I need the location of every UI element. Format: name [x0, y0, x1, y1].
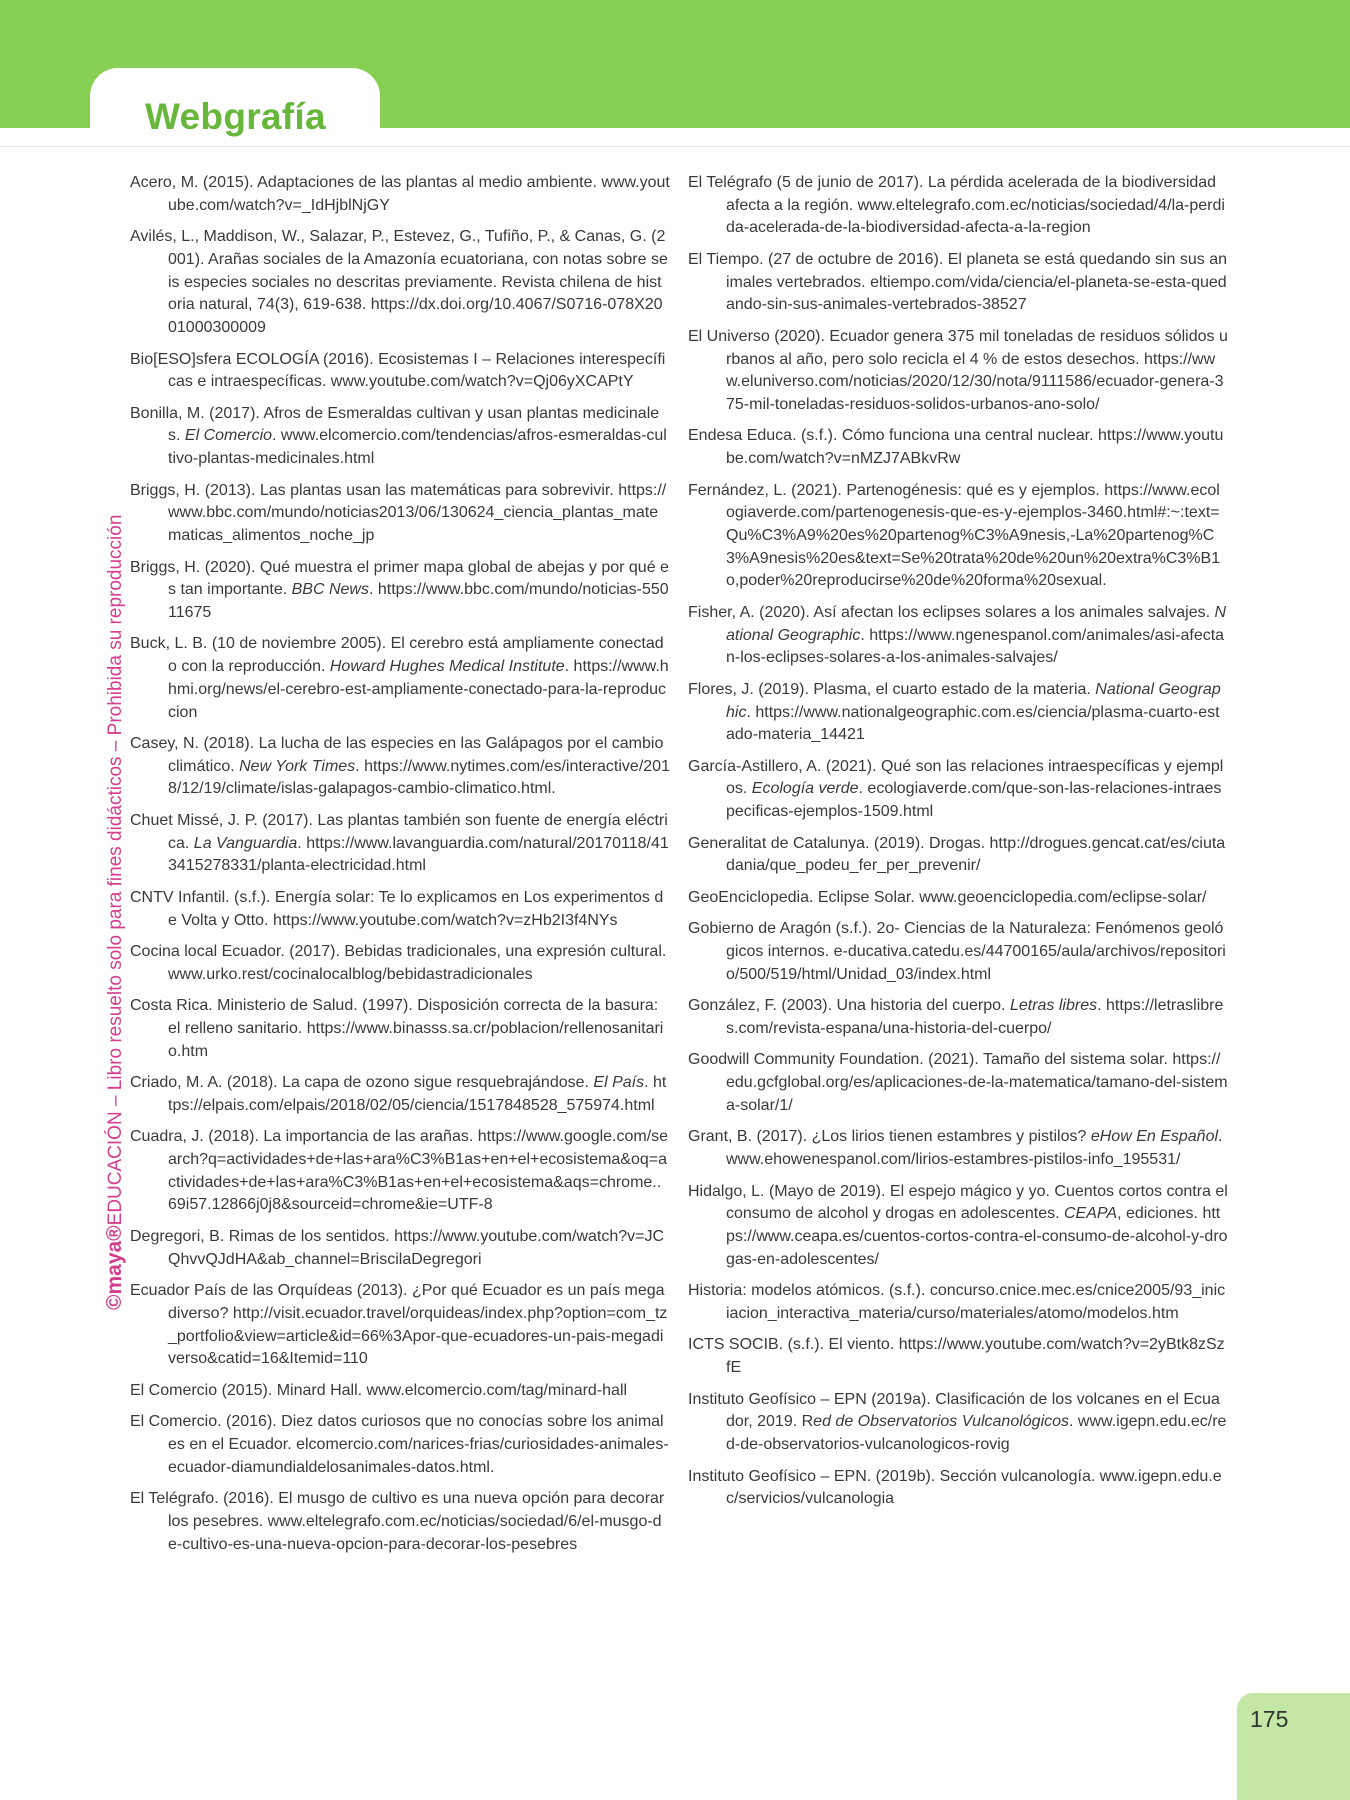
reference-text: Casey, N. (2018). La lucha de las especies en las Galápagos por el cambio climático. — [130, 735, 664, 775]
reference-text: El Telégrafo. (2016). El musgo de cultivo es una nueva opción para decorar los pesebres. www.eltelegrafo.com.ec/noticias/sociedad/6/el-musgo-de-cultivo-es-una-nueva-opcion-para-decorar-los-pesebres — [130, 1490, 665, 1553]
reference-entry — [130, 1411, 670, 1479]
reference-source: Howard Hughes Medical Institute — [329, 658, 565, 676]
reference-entry — [130, 1226, 670, 1271]
reference-entry — [688, 679, 1228, 747]
reference-text: Degregori, B. Rimas de los sentidos. https://www.youtube.com/watch?v=JCQhvvQJdHA&ab_channel=BriscilaDegregori — [130, 1227, 665, 1268]
reference-text: Acero, M. (2015). Adaptaciones de las plantas al medio ambiente. www.youtube.com/watch?v=_IdHjblNjGY — [130, 174, 670, 214]
reference-text: Avilés, L., Maddison, W., Salazar, P., Estevez, G., Tufiño, P., & Canas, G. (2001). Arañas sociales de la Amazonía ecuatoriana, con notas sobre seis especies sociales no descritas previamente. Revista chilena de historia natural, 74(3), 619-638. https://dx.doi.org/10.4067/S0716-078X2001000300009 — [130, 228, 668, 337]
reference-link: . https://www.ngenespanol.com/animales/asi-afectan-los-eclipses-solares-a-los-animales-salvajes/ — [726, 626, 1225, 667]
reference-source: New York Times — [239, 757, 356, 775]
reference-link: . https://letraslibres.com/revista-espana/una-historia-del-cuerpo/ — [726, 997, 1224, 1037]
reference-entry — [130, 557, 670, 625]
reference-entry — [688, 326, 1228, 417]
reference-text: ICTS SOCIB. (s.f.). El viento. https://www.youtube.com/watch?v=2yBtk8zSzfE — [688, 1336, 1225, 1377]
reference-text: CNTV Infantil. (s.f.). Energía solar: Te lo explicamos en Los experimentos de Volta y Otto. https://www.youtube.com/watch?v=zHb2I3f4NYs — [130, 888, 664, 929]
reference-entry — [688, 425, 1228, 470]
references-right-column — [688, 172, 1228, 1520]
reference-link: . www.igepn.edu.ec/red-de-observatorios-vulcanologicos-rovig — [726, 1413, 1227, 1453]
reference-source: National Geographic — [726, 603, 1227, 644]
reference-link: . ecologiaverde.com/que-son-las-relaciones-intraespecificas-ejemplos-1509.html — [726, 780, 1222, 821]
reference-text: Briggs, H. (2020). Qué muestra el primer mapa global de abejas y por qué es tan importante. — [130, 558, 669, 599]
reference-link: . https://www.hhmi.org/news/el-cerebro-est-ampliamente-conectado-para-la-reproduccion — [168, 658, 669, 721]
reference-link: . www.ehowenespanol.com/lirios-estambres-pistilos-info_195531/ — [726, 1128, 1223, 1169]
reference-entry — [688, 833, 1228, 878]
reference-text: El Telégrafo (5 de junio de 2017). La pérdida acelerada de la biodiversidad afecta a la región. www.eltelegrafo.com.ec/noticias/sociedad/4/la-perdida-acelerada-de-la-biodiversidad-afecta-a-la-region — [688, 174, 1225, 237]
reference-text: GeoEnciclopedia. Eclipse Solar. www.geoenciclopedia.com/eclipse-solar/ — [688, 888, 1207, 906]
reference-entry — [130, 1280, 670, 1371]
reference-entry — [130, 480, 670, 548]
reference-text: Ecuador País de las Orquídeas (2013). ¿Por qué Ecuador es un país megadiverso? http://visit.ecuador.travel/orquideas/index.php?option=com_tz_portfolio&view=article&id=66%3Apor-que-ecuadores-un-pais-megadiverso&catid=16&Itemid=110 — [130, 1282, 668, 1368]
reference-source: El Comercio — [184, 427, 273, 445]
reference-source: La Vanguardia — [193, 834, 298, 852]
reference-text: Buck, L. B. (10 de noviembre 2005). El cerebro está ampliamente conectado con la reproducción. — [130, 635, 664, 676]
reference-text: Briggs, H. (2013). Las plantas usan las matemáticas para sobrevivir. https://www.bbc.com/mundo/noticias2013/06/130624_ciencia_plantas_matematicas_alimentos_noche_jp — [130, 481, 667, 545]
maya-logo: ©maya® — [103, 1225, 126, 1310]
reference-link: . https://www.lavanguardia.com/natural/20170118/413415278331/planta-electricidad.html — [168, 834, 669, 875]
reference-source: Ecología verde — [751, 780, 859, 798]
reference-text: García-Astillero, A. (2021). Qué son las relaciones intraespecíficas y ejemplos. — [688, 757, 1224, 798]
reference-source: Letras libres — [1009, 997, 1098, 1015]
reference-text: Fisher, A. (2020). Así afectan los eclipses solares a los animales salvajes. — [688, 603, 1215, 621]
reference-entry — [688, 1280, 1228, 1325]
reference-text: Instituto Geofísico – EPN (2019a). Clasificación de los volcanes en el Ecuador, 2019. R — [688, 1390, 1220, 1431]
sidebar-copyright-text: EDUCACIÓN – Libro resuelto solo para fines didácticos – Prohibida su reproducción — [105, 514, 126, 1226]
reference-entry — [130, 1380, 670, 1403]
reference-entry — [688, 995, 1228, 1040]
reference-text: Criado, M. A. (2018). La capa de ozono sigue resquebrajándose. — [130, 1074, 594, 1092]
reference-link: . https://www.bbc.com/mundo/noticias-55011675 — [168, 581, 669, 621]
reference-entry — [688, 172, 1228, 240]
reference-entry — [130, 887, 670, 932]
reference-source: ed de Observatorios Vulcanológicos — [813, 1413, 1070, 1431]
reference-entry — [688, 887, 1228, 910]
reference-entry — [688, 1126, 1228, 1171]
reference-entry — [130, 941, 670, 986]
reference-source: BBC News — [291, 581, 369, 599]
reference-link: . https://www.nationalgeographic.com.es/ciencia/plasma-cuarto-estado-materia_14421 — [726, 703, 1220, 744]
reference-text: Hidalgo, L. (Mayo de 2019). El espejo mágico y yo. Cuentos cortos contra el consumo de alcohol y drogas en adolescentes. — [688, 1182, 1228, 1223]
page-title: Webgrafía — [145, 96, 326, 137]
reference-entry — [688, 1049, 1228, 1117]
reference-text: Fernández, L. (2021). Partenogénesis: qué es y ejemplos. https://www.ecologiaverde.com/partenogenesis-que-es-y-ejemplos-3460.html#:~:text=Qu%C3%A9%20es%20partenog%C3%A9nesis,-La%20partenog%C3%A9nesis%20es&text=Se%20trata%20de%20un%20extra%C3%B1o,poder%20reproducirse%20de%20forma%20sexual. — [688, 481, 1221, 590]
reference-entry — [688, 249, 1228, 317]
references-left-column — [130, 172, 670, 1565]
reference-text: El Comercio (2015). Minard Hall. www.elcomercio.com/tag/minard-hall — [130, 1381, 628, 1399]
reference-link: . www.elcomercio.com/tendencias/afros-esmeraldas-cultivo-plantas-medicinales.html — [168, 427, 667, 468]
reference-entry — [688, 1334, 1228, 1379]
reference-text: Cocina local Ecuador. (2017). Bebidas tradicionales, una expresión cultural. www.urko.rest/cocinalocalblog/bebidastradicionales — [130, 943, 667, 983]
reference-entry — [130, 403, 670, 471]
reference-entry — [130, 349, 670, 394]
reference-link: . https://elpais.com/elpais/2018/02/05/ciencia/1517848528_575974.html — [168, 1074, 667, 1114]
reference-text: Chuet Missé, J. P. (2017). Las plantas también son fuente de energía eléctrica. — [130, 811, 668, 852]
reference-entry — [130, 995, 670, 1063]
reference-source: CEAPA — [1064, 1205, 1118, 1223]
reference-text: Instituto Geofísico – EPN. (2019b). Sección vulcanología. www.igepn.edu.ec/servicios/vulcanologia — [688, 1467, 1222, 1508]
reference-text: Endesa Educa. (s.f.). Cómo funciona una central nuclear. https://www.youtube.com/watch?v=nMZJ7ABkvRw — [688, 427, 1224, 468]
reference-text: Cuadra, J. (2018). La importancia de las arañas. https://www.google.com/search?q=actividades+de+las+ara%C3%B1as+en+el+ecosistema&oq=actividades+de+las+ara%C3%B1as+en+el+ecosistema&aqs=chrome..69i57.12866j0j8&sourceid=chrome&ie=UTF-8 — [130, 1128, 669, 1214]
reference-text: Gobierno de Aragón (s.f.). 2o- Ciencias de la Naturaleza: Fenómenos geológicos internos. e-ducativa.catedu.es/44700165/aula/archivos/repositorio/500/519/html/Unidad_03/index.html — [688, 920, 1226, 983]
reference-entry — [130, 1072, 670, 1117]
reference-text: Goodwill Community Foundation. (2021). Tamaño del sistema solar. https://edu.gcfglobal.org/es/aplicaciones-de-la-matematica/tamano-del-sistema-solar/1/ — [688, 1051, 1228, 1114]
reference-entry — [130, 733, 670, 801]
page-number: 175 — [1250, 1706, 1289, 1732]
reference-entry — [688, 756, 1228, 824]
reference-source: eHow En Español — [1090, 1128, 1219, 1146]
reference-entry — [688, 1389, 1228, 1457]
reference-text: Generalitat de Catalunya. (2019). Drogas. http://drogues.gencat.cat/es/ciutadania/que_podeu_fer_per_prevenir/ — [688, 834, 1226, 875]
reference-entry — [688, 918, 1228, 986]
reference-text: Grant, B. (2017). ¿Los lirios tienen estambres y pistilos? — [688, 1128, 1091, 1146]
reference-source: El País — [593, 1074, 645, 1092]
reference-entry — [688, 602, 1228, 670]
reference-text: El Comercio. (2016). Diez datos curiosos que no conocías sobre los animales en el Ecuador. elcomercio.com/narices-frias/curiosidades-animales-ecuador-diamundialdelosanimales-datos.html. — [130, 1413, 669, 1476]
reference-entry — [688, 480, 1228, 594]
sidebar-copyright — [103, 480, 127, 1310]
reference-text: El Universo (2020). Ecuador genera 375 mil toneladas de residuos sólidos urbanos al año, pero solo recicla el 4 % de estos desechos. https://www.eluniverso.com/noticias/2020/12/30/nota/9111586/ecuador-genera-375-mil-toneladas-residuos-solidos-urbanos-ano-solo/ — [688, 327, 1228, 413]
reference-text: Flores, J. (2019). Plasma, el cuarto estado de la materia. — [688, 680, 1096, 698]
reference-text: Bonilla, M. (2017). Afros de Esmeraldas cultivan y usan plantas medicinales. — [130, 404, 660, 445]
reference-entry — [130, 633, 670, 724]
reference-text: Costa Rica. Ministerio de Salud. (1997). Disposición correcta de la basura: el relleno sanitario. https://www.binasss.sa.cr/poblacion/rellenosanitario.htm — [130, 997, 664, 1060]
reference-text: Bio[ESO]sfera ECOLOGÍA (2016). Ecosistemas I – Relaciones interespecíficas e intraespecíficas. www.youtube.com/watch?v=Qj06yXCAPtY — [130, 350, 666, 391]
reference-entry — [688, 1466, 1228, 1511]
reference-text: Historia: modelos atómicos. (s.f.). concurso.cnice.mec.es/cnice2005/93_iniciacion_interactiva_materia/curso/materiales/atomo/modelos.htm — [688, 1282, 1226, 1322]
reference-link: , ediciones. https://www.ceapa.es/cuentos-cortos-contra-el-consumo-de-alcohol-y-drogas-en-adolescentes/ — [726, 1205, 1228, 1268]
reference-entry — [688, 1181, 1228, 1272]
reference-link: . https://www.nytimes.com/es/interactive/2018/12/19/climate/islas-galapagos-cambio-climatico.html. — [168, 757, 670, 798]
reference-entry — [130, 226, 670, 340]
reference-entry — [130, 810, 670, 878]
header-divider — [0, 146, 1350, 147]
reference-entry — [130, 1126, 670, 1217]
reference-entry — [130, 172, 670, 217]
reference-text: González, F. (2003). Una historia del cuerpo. — [688, 997, 1010, 1015]
reference-entry — [130, 1488, 670, 1556]
reference-source: National Geographic — [726, 680, 1221, 721]
reference-text: El Tiempo. (27 de octubre de 2016). El planeta se está quedando sin sus animales vertebrados. eltiempo.com/vida/ciencia/el-planeta-se-esta-quedando-sin-sus-animales-vertebrados-38527 — [688, 250, 1228, 314]
